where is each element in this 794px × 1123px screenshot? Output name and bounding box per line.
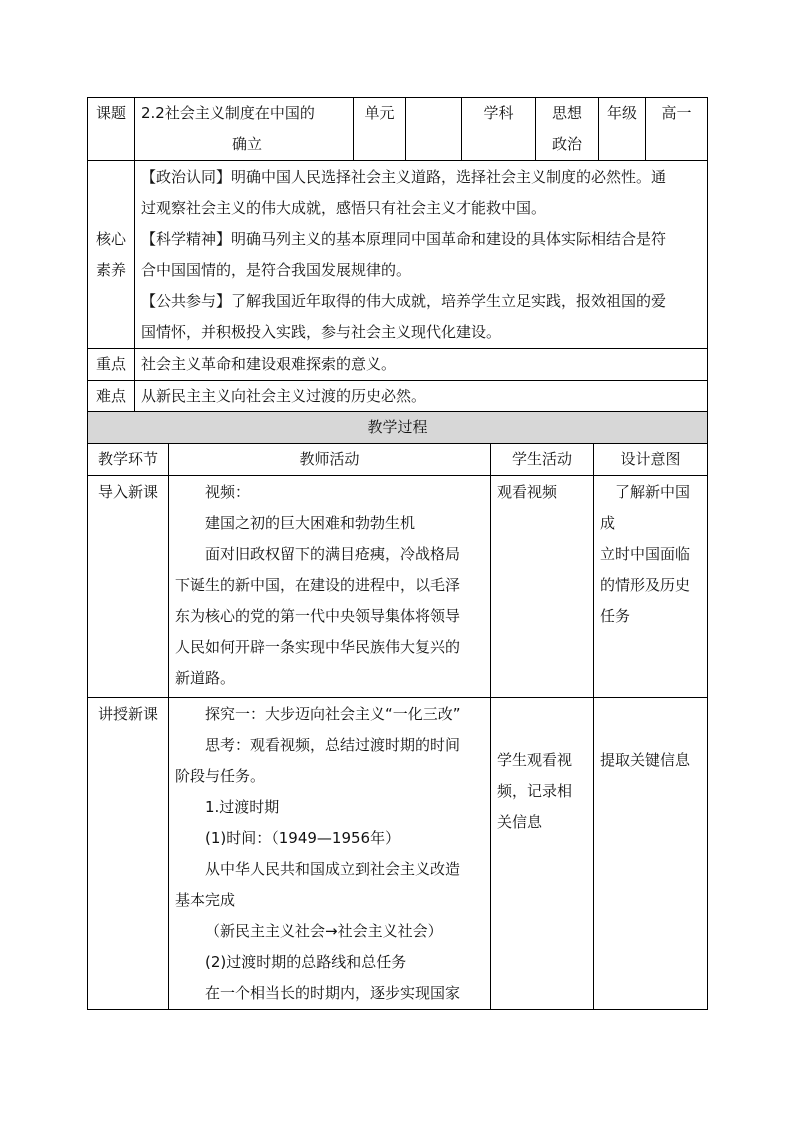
col-student: 学生活动 [491,444,594,476]
teacher-intro: 视频： 建国之初的巨大困难和勃勃生机 面对旧政权留下的满目疮痍，冷战格局 下诞生的新中国，在建设的进程中，以毛泽 东为核心的党的第一代中央领导集体将领导 人民如何开辟一条实现中华民族伟大复兴的 新道路。 [169,476,491,698]
core-content: 【政治认同】明确中国人民选择社会主义道路，选择社会主义制度的必然性。通 过观察社会主义的伟大成就，感悟只有社会主义才能救中国。 【科学精神】明确马列主义的基本原理同中国革命和建设的具体实际相结合是符 合中国国情的，是符合我国发展规律的。 【公共参与】了解我国近年取得的伟大成就，培养学生立足实践，报效祖国的爱 国情怀，并积极投入实践，参与社会主义现代化建设。 [135,161,708,349]
key-point-text: 社会主义革命和建设艰难探索的意义。 [135,349,708,381]
col-teacher: 教师活动 [169,444,491,476]
difficult-point-text: 从新民主主义向社会主义过渡的历史必然。 [135,381,708,413]
core-label: 核心 素养 [88,161,135,349]
stage-intro: 导入新课 [88,476,169,698]
process-title-row [88,412,708,444]
teacher-lecture: 探究一：大步迈向社会主义“一化三改” 思考：观看视频，总结过渡时期的时间 阶段与任务。 1.过渡时期 (1)时间：（1949—1956年） 从中华人民共和国成立到社会主义改造 基本完成 （新民主主义社会→社会主义社会） (2)过渡时期的总路线和总任务 在一个相当长的时期内，逐步实现国家 [169,698,491,1010]
course-title: 2.2社会主义制度在中国的 确立 [135,98,354,161]
course-info-table [87,97,708,413]
process-row-intro [88,476,708,698]
grade-label: 年级 [599,98,646,161]
col-design: 设计意图 [594,444,708,476]
core-literacy-row [88,161,708,349]
teaching-process-table [87,411,708,1010]
student-lecture: 学生观看视 频，记录相 关信息 [491,698,594,1010]
process-header-row [88,444,708,476]
subject-value: 思想 政治 [536,98,599,161]
process-row-lecture [88,698,708,1010]
design-intro: 了解新中国成 立时中国面临 的情形及历史 任务 [594,476,708,698]
subject-label: 学科 [462,98,536,161]
student-intro: 观看视频 [491,476,594,698]
key-point-row [88,349,708,381]
header-row [88,98,708,161]
stage-lecture: 讲授新课 [88,698,169,1010]
difficult-point-row [88,381,708,413]
key-point-label: 重点 [88,349,135,381]
course-label: 课题 [88,98,135,161]
grade-value: 高一 [646,98,708,161]
difficult-point-label: 难点 [88,381,135,413]
unit-value [406,98,462,161]
col-stage: 教学环节 [88,444,169,476]
process-title: 教学过程 [88,412,708,444]
design-lecture: 提取关键信息 [594,698,708,1010]
unit-label: 单元 [354,98,406,161]
